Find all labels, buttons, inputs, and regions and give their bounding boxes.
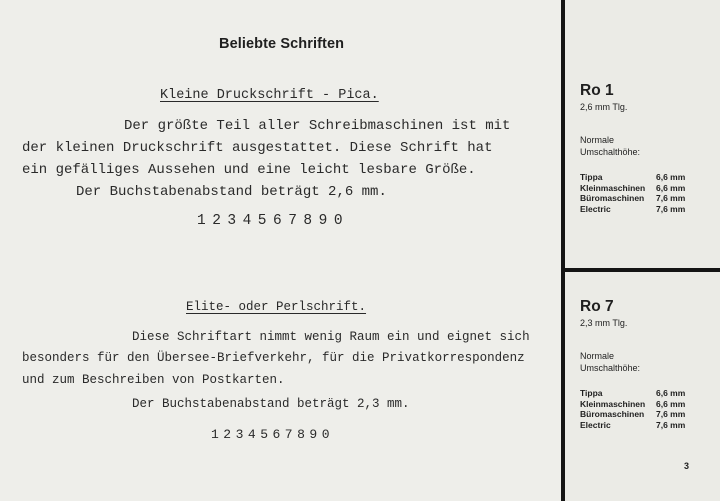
elite-line-2: besonders für den Übersee-Briefverkehr, für die Privatkorrespondenz [22, 351, 525, 365]
section-title-elite: Elite- oder Perlschrift. [186, 300, 367, 314]
spec-row [580, 183, 685, 194]
spec-row [580, 204, 685, 215]
spec-spacing: 2,6 mm Tlg. [580, 102, 628, 112]
page-number: 3 [684, 461, 690, 471]
section-title-pica: Kleine Druckschrift - Pica. [160, 88, 379, 103]
elite-line-3: und zum Beschreiben von Postkarten. [22, 373, 285, 387]
elite-digits: 1234567890 [211, 427, 335, 442]
spec-name: Tippa [580, 172, 603, 182]
spec-note: Normale Umschalthöhe: [580, 351, 641, 373]
page-heading: Beliebte Schriften [219, 36, 345, 52]
spec-box-ro7 [580, 298, 710, 430]
pica-line-2: der kleinen Druckschrift ausgestattet. Diese Schrift hat [22, 140, 493, 156]
spec-name: Büromaschinen [580, 193, 645, 203]
spec-name: Büromaschinen [580, 409, 645, 419]
spec-value: 7,6 mm [656, 419, 686, 430]
pica-line-4: Der Buchstabenabstand beträgt 2,6 mm. [76, 184, 387, 200]
spec-value: 7,6 mm [656, 409, 686, 419]
spec-value: 6,6 mm [656, 388, 686, 398]
spec-row [580, 399, 685, 410]
spec-box-ro1 [580, 82, 710, 214]
spec-row [580, 193, 685, 204]
spec-row [580, 409, 685, 420]
spec-name: Electric [580, 419, 611, 430]
spec-value: 6,6 mm [656, 182, 686, 193]
spec-name: Kleinmaschinen [580, 398, 646, 409]
spec-note: Normale Umschalthöhe: [580, 135, 641, 157]
spec-name: Tippa [580, 388, 603, 398]
spec-row [580, 388, 685, 399]
spec-name: Kleinmaschinen [580, 182, 646, 193]
spec-value: 7,6 mm [656, 193, 686, 203]
pica-line-3: ein gefälliges Aussehen und eine leicht lesbare Größe. [22, 162, 476, 178]
spec-table [580, 172, 685, 214]
elite-line-4: Der Buchstabenabstand beträgt 2,3 mm. [132, 397, 410, 411]
spec-code: Ro 7 [580, 298, 614, 315]
spec-spacing: 2,3 mm Tlg. [580, 318, 628, 328]
spec-value: 7,6 mm [656, 203, 686, 214]
spec-table [580, 388, 685, 430]
pica-line-1: Der größte Teil aller Schreibmaschinen ist mit [124, 118, 511, 134]
spec-name: Electric [580, 203, 611, 214]
spec-row [580, 420, 685, 431]
spec-row [580, 172, 685, 183]
horizontal-divider [565, 268, 720, 272]
pica-digits: 1234567890 [197, 213, 350, 229]
spec-code: Ro 1 [580, 82, 614, 99]
spec-value: 6,6 mm [656, 172, 686, 182]
spec-value: 6,6 mm [656, 398, 686, 409]
elite-line-1: Diese Schriftart nimmt wenig Raum ein und eignet sich [132, 330, 530, 344]
